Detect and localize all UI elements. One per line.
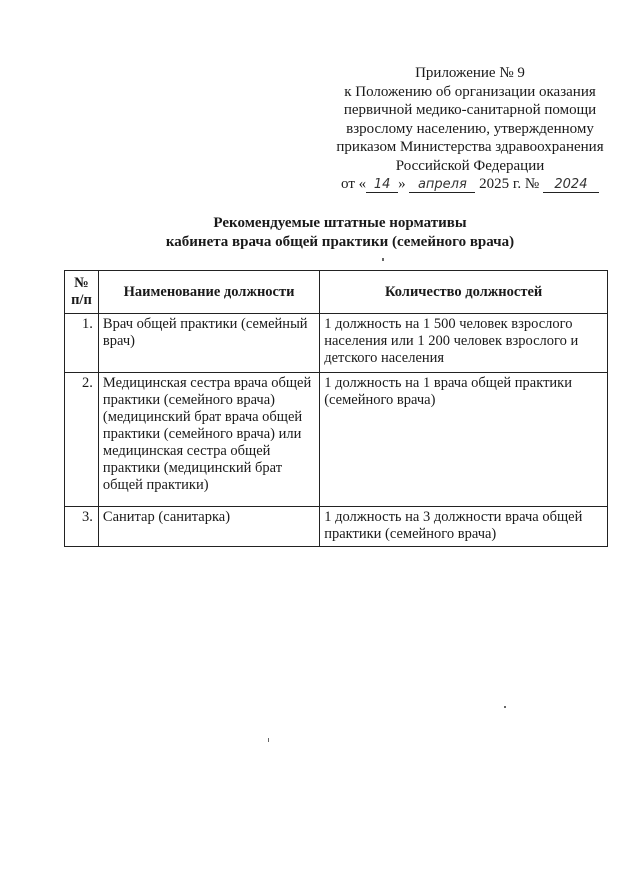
row-number: 1. (65, 314, 99, 373)
date-mid: » (398, 176, 406, 192)
appendix-line-5: приказом Министерства здравоохранения (336, 139, 604, 155)
date-prefix: от « (341, 176, 367, 192)
header-quantity: Количество должностей (320, 271, 608, 314)
header-position: Наименование должности (98, 271, 319, 314)
row-number: 2. (65, 373, 99, 507)
document-title (60, 214, 620, 252)
date-year: 2025 г. № (479, 176, 540, 192)
appendix-number: Приложение № 9 (415, 65, 525, 81)
title-line-2: кабинета врача общей практики (семейного врача) (165, 234, 515, 250)
row-quantity: 1 должность на 1 врача общей практики (семейного врача) (320, 373, 608, 507)
row-position: Врач общей практики (семейный врач) (98, 314, 319, 373)
row-quantity: 1 должность на 3 должности врача общей практики (семейного врача) (320, 507, 608, 547)
scan-speck (504, 706, 506, 708)
appendix-line-4: взрослому населению, утвержденному (346, 120, 594, 137)
row-position: Медицинская сестра врача общей практики (семейного врача) (медицинский брат врача общей практики (семейного врача) или медицинская сестра общей практики (медицинский брат общей практики) (98, 373, 319, 507)
table-row (65, 373, 608, 507)
appendix-line-2: к Положению об организации оказания (344, 83, 596, 100)
staffing-table (64, 270, 608, 547)
table-row (65, 507, 608, 547)
title-line-1: Рекомендуемые штатные нормативы (213, 215, 467, 231)
scan-speck (382, 258, 384, 261)
handwritten-order-number: 2024 (543, 178, 599, 193)
header-number-abbrev: п/п (71, 292, 92, 308)
table-header-row (65, 271, 608, 314)
header-number-symbol: № (74, 275, 89, 291)
row-quantity: 1 должность на 1 500 человек взрослого населения или 1 200 человек взрослого и детского населения (320, 314, 608, 373)
scan-speck (268, 738, 269, 742)
header-number (65, 271, 99, 314)
row-number: 3. (65, 507, 99, 547)
appendix-date-line (320, 175, 620, 194)
appendix-header (320, 64, 620, 194)
handwritten-month: апреля (409, 178, 475, 193)
row-position: Санитар (санитарка) (98, 507, 319, 547)
table-row (65, 314, 608, 373)
appendix-line-3: первичной медико-санитарной помощи (343, 102, 597, 118)
appendix-line-6: Российской Федерации (395, 157, 545, 174)
handwritten-day: 14 (366, 178, 398, 193)
